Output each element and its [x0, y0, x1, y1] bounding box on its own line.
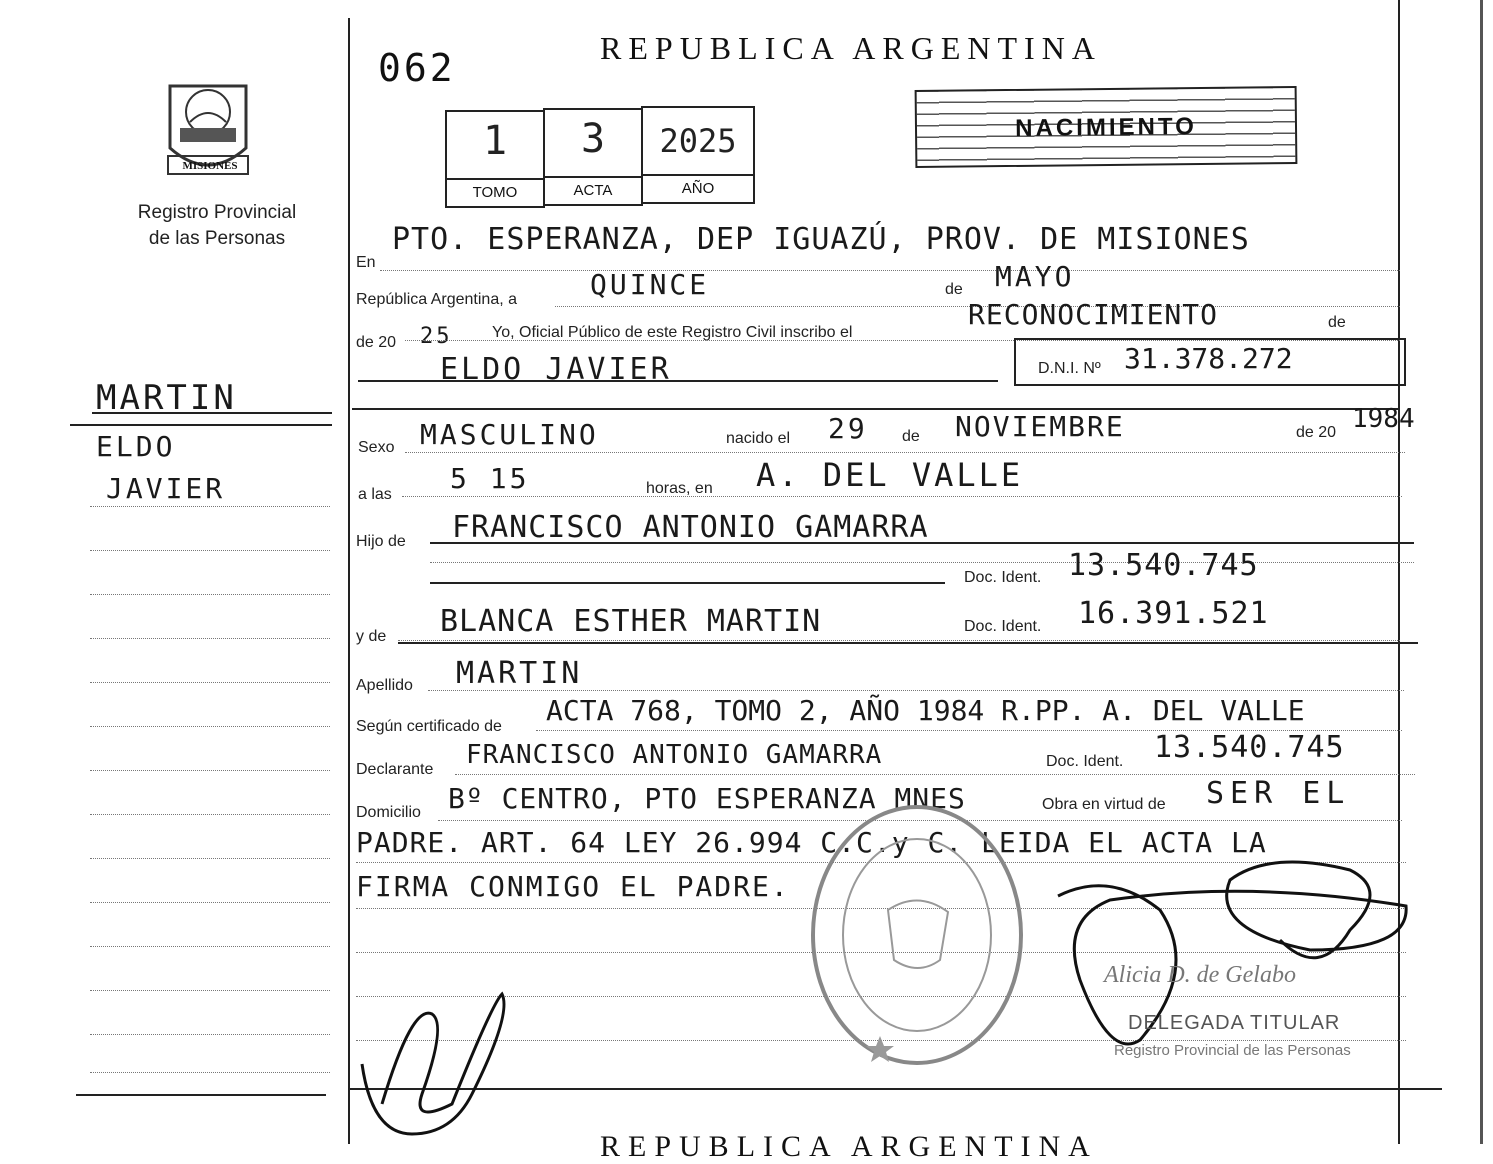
year-suffix-value: 25 [420, 324, 453, 349]
father-value: FRANCISCO ANTONIO GAMARRA [452, 510, 929, 545]
obra-value-1: SER EL [1206, 776, 1351, 811]
seal-caption-bottom: MISIONES [182, 160, 238, 172]
page-edge-rule [1480, 0, 1483, 1144]
record-type-label: NACIMIENTO [1015, 113, 1197, 142]
label-apellido: Apellido [356, 677, 413, 694]
line-declarant [455, 774, 1415, 775]
line-father-2 [430, 562, 1414, 563]
acta-label: ACTA [545, 176, 641, 204]
sidebar-line [90, 814, 330, 815]
sidebar-line [90, 1034, 330, 1035]
margin-given-2: JAVIER [106, 472, 226, 505]
record-type-box [915, 86, 1298, 168]
handwritten-signature-icon [352, 984, 532, 1144]
line-birth [405, 452, 1405, 453]
certificate-value: ACTA 768, TOMO 2, AÑO 1984 R.PP. A. DEL VALLE [546, 694, 1305, 727]
declarant-value: FRANCISCO ANTONIO GAMARRA [466, 740, 883, 770]
label-nacido: nacido el [726, 430, 791, 447]
line-father [430, 542, 1414, 544]
birth-day-value: 29 [828, 412, 868, 445]
registry-name-line1: Registro Provincial [137, 202, 297, 223]
acta-value: 3 [580, 116, 606, 162]
label-yde: y de [356, 628, 387, 645]
section-rule-2 [398, 642, 1418, 644]
label-de20: de 20 [356, 334, 397, 351]
acta-box [543, 108, 643, 206]
official-name: Alicia D. de Gelabo [1104, 962, 1296, 988]
sidebar-line [90, 594, 330, 595]
label-doc-father: Doc. Ident. [964, 569, 1042, 586]
label-obra: Obra en virtud de [1042, 796, 1166, 813]
anio-label: AÑO [643, 174, 753, 202]
mother-value: BLANCA ESTHER MARTIN [440, 604, 822, 639]
left-margin-rule [348, 18, 350, 1144]
surname-value: MARTIN [456, 656, 583, 691]
page-number: 062 [378, 46, 456, 90]
obra-value-3: FIRMA CONMIGO EL PADRE. [356, 870, 790, 903]
tomo-label: TOMO [447, 178, 543, 206]
anio-box [641, 106, 755, 204]
father-signature [352, 984, 532, 1144]
label-republica: República Argentina, a [356, 291, 517, 308]
label-domicilio: Domicilio [356, 804, 421, 821]
margin-rule-2 [70, 424, 332, 426]
label-de19: de 20 [1296, 424, 1337, 441]
obra-value-2: PADRE. ART. 64 LEY 26.994 C.C.y C. LEIDA EL ACTA LA [356, 826, 1267, 859]
label-alas: a las [358, 486, 392, 503]
dni-value: 31.378.272 [1124, 342, 1293, 375]
sidebar-line [90, 1072, 330, 1073]
tomo-box [445, 110, 545, 208]
line-mother [398, 640, 1400, 641]
label-en: En [356, 254, 376, 271]
label-sexo: Sexo [358, 439, 395, 456]
label-doc-mother: Doc. Ident. [964, 618, 1042, 635]
declarant-doc-value: 13.540.745 [1154, 730, 1345, 765]
label-segun: Según certificado de [356, 718, 502, 735]
label-doc-declarant: Doc. Ident. [1046, 753, 1124, 770]
official-title: DELEGADA TITULAR [1128, 1012, 1341, 1034]
country-heading: REPUBLICA ARGENTINA [600, 30, 1102, 66]
sidebar-line [90, 638, 330, 639]
sidebar-line [90, 858, 330, 859]
label-dni: D.N.I. Nº [1038, 360, 1101, 377]
label-de-birth: de [902, 428, 920, 445]
label-horas: horas, en [646, 480, 713, 497]
label-inscribo: Yo, Oficial Público de este Registro Civil inscribo el [492, 324, 853, 341]
day-value: QUINCE [590, 268, 710, 301]
next-page-heading: REPUBLICA ARGENTINA [600, 1130, 1098, 1163]
label-declarante: Declarante [356, 761, 434, 778]
section-rule-1 [352, 408, 1400, 410]
sidebar-line [90, 550, 330, 551]
sex-value: MASCULINO [420, 418, 599, 451]
line-place [380, 270, 1400, 271]
margin-surname: MARTIN [96, 378, 237, 418]
registry-name-line2: de las Personas [148, 228, 286, 249]
official-org: Registro Provincial de las Personas [1114, 1042, 1351, 1059]
line-father-doc [430, 582, 945, 584]
birth-place-value: A. DEL VALLE [756, 456, 1024, 494]
margin-given-1: ELDO [96, 430, 176, 463]
line-time [402, 496, 1402, 497]
sidebar-line [90, 902, 330, 903]
anio-value: 2025 [659, 122, 737, 160]
label-hijo: Hijo de [356, 533, 406, 550]
birth-month-value: NOVIEMBRE [955, 410, 1125, 443]
given-names-value: ELDO JAVIER [440, 352, 672, 387]
official-stamp [808, 800, 1026, 1070]
sidebar-line [90, 506, 330, 507]
sidebar-line [90, 946, 330, 947]
sidebar-line [90, 682, 330, 683]
margin-rule-1 [92, 412, 332, 414]
stamp-seal-icon [808, 800, 1026, 1070]
month-value: MAYO [995, 260, 1075, 293]
tomo-value: 1 [482, 118, 508, 164]
birth-time-value: 5 15 [450, 462, 530, 495]
line-given-names [358, 380, 998, 382]
act-type-value: RECONOCIMIENTO [968, 298, 1219, 331]
address-value: Bº CENTRO, PTO ESPERANZA MNES [448, 782, 966, 815]
place-value: PTO. ESPERANZA, DEP IGUAZÚ, PROV. DE MISIONES [392, 222, 1250, 257]
father-doc-value: 13.540.745 [1068, 548, 1259, 583]
sidebar-bottom-rule [76, 1094, 326, 1096]
mother-doc-value: 16.391.521 [1078, 596, 1269, 631]
sidebar-line [90, 990, 330, 991]
sidebar-line [90, 770, 330, 771]
label-de-month: de [945, 281, 963, 298]
sidebar-line [90, 726, 330, 727]
birth-year-value: 1984 [1352, 404, 1415, 434]
line-surname [428, 690, 1404, 691]
label-de-act: de [1328, 314, 1346, 331]
